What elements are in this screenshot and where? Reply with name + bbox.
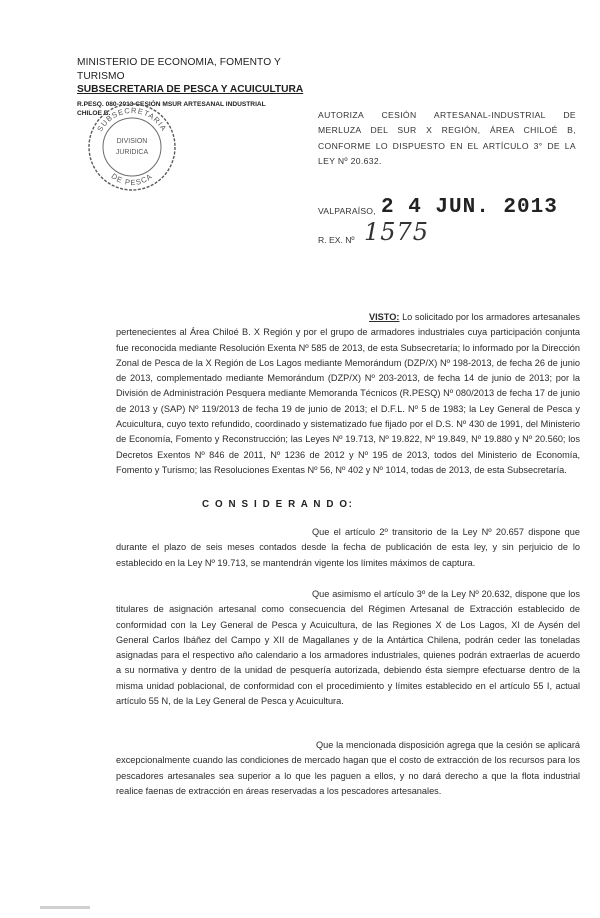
scan-mark-icon (40, 904, 90, 912)
visto-text: Lo solicitado por los armadores artesanales pertenecientes al Área Chiloé B. X Región y por el grupo de armadores industriales cuya participación conjunta fue reconocida mediante Resolución Exenta Nº 585 de 2013, de esta Subsecretaría; lo informado por la Dirección Zonal de Pesca de la X Región de Los Lagos mediante Memorándum (DZP/X) Nº 198-2013, de fecha 26 de junio de 2013, complementado mediante Memorándum (DZP/X) Nº 203-2013, de fecha 14 de junio de 2013; por la División de Administración Pesquera mediante Memoranda Técnicos (R.PESQ) Nº 080/2013 de fecha 17 de junio de 2013 y (SAP) Nº 119/2013 de fecha 19 de junio de 2013; el D.F.L. Nº 5 de 1983; la Ley General de Pesca y Acuicultura, cuyo texto refundido, coordinado y sistematizado fue fijado por el D.S. Nº 430 de 1991, del Ministerio de Economía, Fomento y Reconstrucción; las Leyes Nº 19.713, Nº 19.822, Nº 19.849, Nº 19.880 y Nº 20.560; los Decretos Exentos Nº 846 de 2011, Nº 1236 de 2012 y Nº 195 de 2013, todos del Ministerio de Economía, Fomento y Turismo; las Resoluciones Exentas Nº 56, Nº 402 y Nº 1014, todas de 2013, de esta Subsecretaría. (116, 312, 580, 475)
considerando-paragraph-3: Que la mencionada disposición agrega que la cesión se aplicará excepcionalmente cuando las condiciones de mercado hagan que el costo de extracción de los recursos para los pescadores artesanales sea superior a lo que les paguen a ellos, y no dará derecho a que la flota industrial realice faenas de extracción en áreas reservadas a los pescadores artesanales. (116, 740, 580, 796)
considerando-heading: C O N S I D E R A N D O: (202, 499, 354, 510)
considerando-paragraph-1: Que el artículo 2º transitorio de la Ley Nº 20.657 dispone que durante el plazo de seis meses contados desde la fecha de publicación de esta ley, y sin perjuicio de lo establecido en la Ley Nº 19.713, se mantendrán vigente los límites máximos de captura. (116, 527, 580, 568)
seal-top-text: SUBSECRETARIA (95, 105, 169, 134)
subsecretaria-name: SUBSECRETARIA DE PESCA Y ACUICULTURA (77, 84, 304, 95)
reference-line-2: CHILOE B. (77, 109, 111, 117)
visto-paragraph (116, 310, 580, 478)
rex-number: 1575 (364, 218, 430, 246)
seal-division-text: DIVISION (116, 138, 148, 145)
ministry-name: MINISTERIO DE ECONOMIA, FOMENTO Y TURISMO (77, 57, 281, 82)
seal-juridica-text: JURIDICA (115, 149, 149, 156)
resolution-subject: AUTORIZA CESIÓN ARTESANAL-INDUSTRIAL DE MERLUZA DEL SUR X REGIÓN, ÁREA CHILOÉ B, CONFORME LO DISPUESTO EN EL ARTÍCULO 3° DE LA LEY Nº 20.632. (318, 110, 576, 167)
considerando-paragraph-2: Que asimismo el artículo 3º de la Ley Nº 20.632, dispone que los titulares de asignación artesanal como consecuencia del Régimen Artesanal de Extracción establecido de conformidad con la Ley General de Pesca y Acuicultura, de las Regiones X de Los Lagos, XI de Aysén del General Carlos Ibáñez del Campo y XII de Magallanes y de la Antártica Chilena, podrán ceder las toneladas asignadas para el respectivo año calendario a los armadores industriales, quienes podrán extraerlas de acuerdo a su normativa y dentro de la unidad de pesquería autorizada, debiendo ésta siempre efectuarse dentro de la misma unidad poblacional, de conformidad con el procedimiento y límites establecido en el artículo 55 I, actual artículo 55 N, de la Ley General de Pesca y Acuicultura. (116, 589, 580, 707)
reference-line: R.PESQ. 080-2013 CESIÓN MSUR ARTESANAL INDUSTRIAL (77, 100, 266, 108)
rex-label: R. EX. Nº (318, 235, 355, 245)
seal-bottom-text: DE PESCA (109, 171, 155, 188)
place-label: VALPARAÍSO, (318, 206, 376, 216)
resolution-date: 2 4 JUN. 2013 (381, 196, 558, 219)
visto-label: VISTO: (369, 312, 400, 322)
division-juridica-seal-icon (86, 101, 178, 193)
